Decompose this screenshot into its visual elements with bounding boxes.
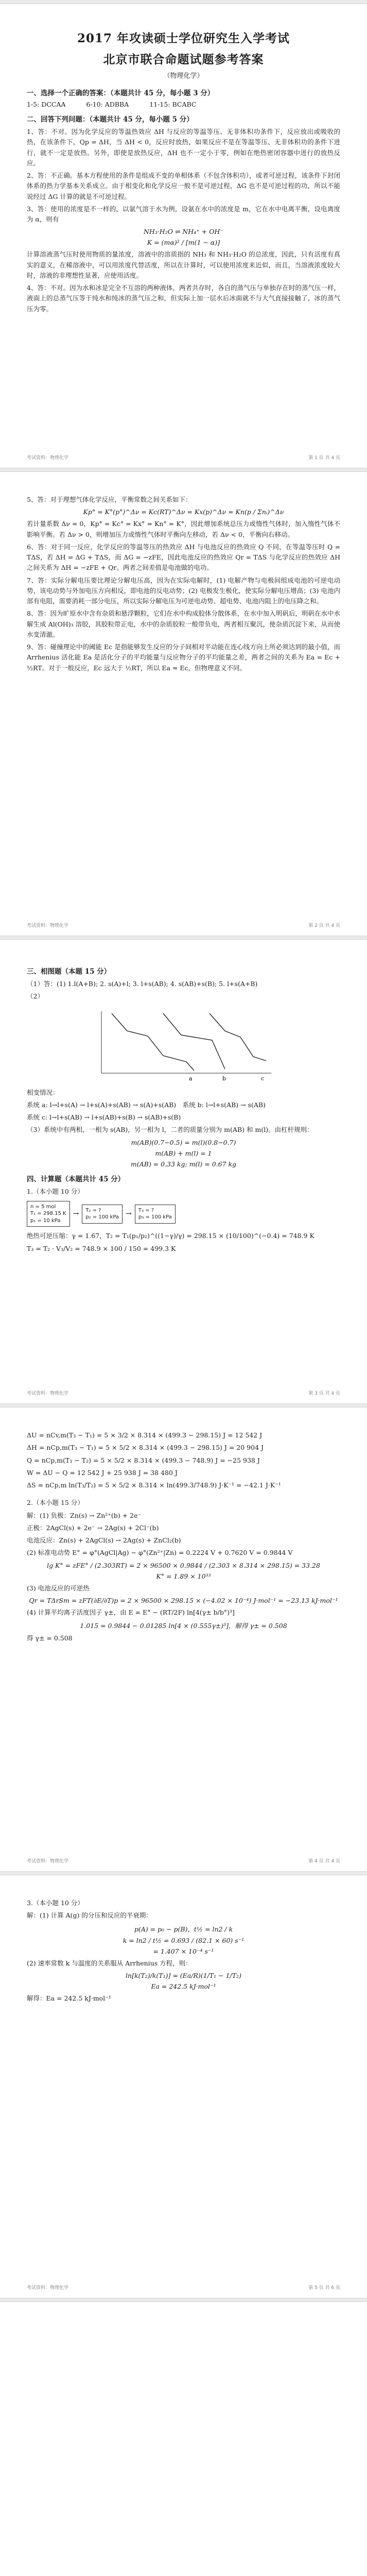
part1-answers <box>27 100 340 108</box>
page-1-footer <box>27 454 340 461</box>
page-3-footer <box>27 1389 340 1396</box>
page-1 <box>0 4 367 468</box>
state-2-box <box>82 1205 123 1224</box>
q3-rate-result: = 1.407 × 10⁻⁴ s⁻¹ <box>153 1947 214 1955</box>
exam-subject: （物理化学） <box>163 72 204 80</box>
lever-rule-text: （3）系统中有两相，一相为 s(AB)，另一相为 l，二者的质量分别为 m(AB) 和 m(l)。由杠杆规则： <box>27 1126 313 1134</box>
cooling-curve-b <box>163 1013 225 1069</box>
calc-du: ΔU = nCv,m(T₃ − T₁) = 5 × 3/2 × 8.314 × (499.3 − 298.15) J = 12 542 J <box>27 1431 263 1439</box>
q3-step-1: 解：(1) 计算 A(g) 的分压和反应的半衰期： <box>27 1911 152 1920</box>
page-2-content <box>27 493 340 911</box>
lever-result: m(AB) = 0.33 kg; m(l) = 0.67 kg <box>130 1160 237 1168</box>
state-3-box <box>135 1205 176 1224</box>
q3-answer-a: 3、答：使用的浓度是不一样的，以氨气溶于水为例，设氨在水中的浓度是 m，它在水中电离平衡，设电离度为 α，则有 <box>27 205 340 223</box>
page-5-content <box>27 1896 340 2273</box>
part1-heading: 一、选择一个正确的答案：（本题共计 45 分，每小题 3 分） <box>27 89 215 97</box>
page-5 <box>0 1875 367 2298</box>
q2-activity-title: (4) 计算平均离子活度因子 γ±，由 E = E° − (RT/2F) ln[4(γ± b/b°)³] <box>27 1608 235 1616</box>
lever-eq-1: m(AB)(0.7−0.5) = m(l)(0.8−0.7) <box>131 1138 236 1146</box>
page-4 <box>0 1408 367 1871</box>
part4-heading: 四、计算题（本题共计 45 分） <box>27 1175 125 1183</box>
calc-q2-heading: 2.（本小题 15 分） <box>27 1499 84 1507</box>
curve-label-a: a <box>188 1075 193 1082</box>
footer-source: 考试资料：物理化学 <box>27 2285 69 2291</box>
page-5-footer <box>27 2284 340 2291</box>
page-4-content <box>27 1428 340 1846</box>
q3-equation-1: NH₃·H₂O ⇌ NH₄⁺ + OH⁻ <box>143 228 224 236</box>
q2-reversible-heat: Qr = TΔrSm = zFT(∂E/∂T)p = 2 × 96500 × 298.15 × (−4.02 × 10⁻⁴) J·mol⁻¹ = −23.13 kJ·mol⁻¹ <box>29 1596 338 1604</box>
footer-source: 考试资料：物理化学 <box>27 1859 69 1864</box>
state-3-text: T₃ = ? p₃ = 100 kPa <box>138 1207 172 1220</box>
q2-cell-reaction: 电池反应：Zn(s) + 2AgCl(s) → 2Ag(s) + ZnCl₂(b) <box>27 1536 181 1544</box>
q2-lgk: lg K° = zFE° / (2.303RT) = 2 × 96500 × 0.9844 / (2.303 × 8.314 × 298.15) = 33.28 <box>47 1561 320 1569</box>
exam-subtitle: 北京市联合命题试题参考答案 <box>103 53 264 66</box>
calc-dh: ΔH = nCp,m(T₃ − T₁) = 5 × 5/2 × 8.314 × (499.3 − 298.15) J = 20 904 J <box>27 1444 264 1452</box>
q3-ea-result: 解得：Ea = 242.5 kJ·mol⁻¹ <box>27 1994 111 2002</box>
phase-change-c: 系统 c: l→l+s(AB) → l+s(AB)+s(B) → s(AB)+s(B) <box>27 1113 181 1121</box>
arrow-icon: → <box>73 1210 79 1218</box>
q6-answer: 6、答：对于同一反应，化学反应的等温等压的热效应 ΔH 与电池反应的热效应 Q 不同，在等温等压时 Q = TΔS，若 ΔH = ΔG + TΔS，而 ΔG = −zFE，因此电池反应的热效应 Qr = TΔS 与化学反应的热效应 ΔH 之间关系为 ΔH = −zFE + Qr。两者之间差值是电池做的电功。 <box>27 543 340 572</box>
page-3 <box>0 940 367 1403</box>
answer-group-3: 11-15: BCABC <box>149 100 197 108</box>
part3-heading: 三、相图题（本题 15 分） <box>27 968 111 976</box>
footer-source: 考试资料：物理化学 <box>27 1391 69 1396</box>
q3-answer-b: 计算溶液蒸气压时使用物质的量浓度，溶液中的溶质指的 NH₃ 和 NH₃·H₂O 的总浓度，因此，只有活度有真实的意义，在稀溶液中，可以用浓度代替活度，所以在计算时，可以使用浓度来近似，而且，当溶液浓度较大时，溶液的非理想性显著，应使用活度。 <box>27 250 340 279</box>
exam-title: 2017 年攻读硕士学位研究生入学考试 <box>77 31 290 45</box>
q3-pressure-eq: p(A) = p₀ − p(B)，t½ = ln2 / k <box>134 1925 233 1933</box>
answer-group-1: 1-5: DCCAA <box>27 100 66 108</box>
footer-source: 考试资料：物理化学 <box>27 923 69 928</box>
q3-equation-2: K = (mα)² / [m(1 − α)] <box>147 239 220 247</box>
answer-group-2: 6-10: ADBBA <box>86 100 129 108</box>
q2-standard-emf: (2) 标准电动势 E° = φ°(AgCl|Ag) − φ°(Zn²⁺|Zn) = 0.2224 V + 0.7620 V = 0.9844 V <box>27 1549 293 1557</box>
q5-equation: Kp° = K°(p°)^Δν = Kc(RT)^Δν = Kx(p)^Δν = Kn(p / Σnᵢ)^Δν <box>83 508 284 516</box>
calc-q3-heading: 3.（本小题 10 分） <box>27 1899 84 1907</box>
calc-q1-heading: 1.（本小题 10 分） <box>27 1187 84 1195</box>
q3-ea-value: Ea = 242.5 kJ·mol⁻¹ <box>151 1982 216 1990</box>
arrow-icon: → <box>126 1210 132 1218</box>
page-4-footer <box>27 1857 340 1864</box>
page-6 <box>0 2302 367 2576</box>
footer-page-number: 第 2 页 共 4 页 <box>308 923 340 928</box>
phase-change-ab: 系统 a: l→l+s(A) → l+s(A)+s(AB) → s(A)+s(AB) 系统 b: l→l+s(AB) → s(AB) <box>27 1100 266 1109</box>
footer-page-number: 第 4 页 共 4 页 <box>308 1859 340 1864</box>
calc-q: Q = nCp,m(T₃ − T₂) = 5 × 5/2 × 8.314 × (499.3 − 748.9) J = −25 938 J <box>27 1456 260 1464</box>
phase-change-heading: 相变情况： <box>27 1088 59 1096</box>
q3-step-2: (2) 速率常数 k 与温度的关系服从 Arrhenius 方程，则： <box>27 1959 192 1967</box>
q8-answer: 8、答：因为旷原水中含有杂质和悬浮颗粒，它们在水中构成胶体分散体系，在水中加入明矾后，明矾在水中水解生成 Al(OH)₃ 溶胶，其胶粒带正电，水中的杂质胶粒一般带负电，两者相互聚沉，使杂质沉淀下来，从而使水变清澈。 <box>27 609 340 638</box>
footer-page-number: 第 3 页 共 4 页 <box>308 1391 340 1396</box>
page-3-content <box>27 960 340 1379</box>
page-2-footer <box>27 922 340 928</box>
q3-rate-eq: k = ln2 / t½ = 0.693 / (82.1 × 60) s⁻¹ <box>123 1936 244 1944</box>
calc-ds: ΔS = nCp,m ln(T₃/T₂) = 5 × 5/2 × 8.314 × ln(499.3/748.9) J·K⁻¹ = −42.1 J·K⁻¹ <box>27 1481 281 1489</box>
calc-t2: 绝热可逆压缩：γ = 1.67，T₂ = T₁(p₁/p₂)^((1−γ)/γ) = 298.15 × (10/100)^(−0.4) = 748.9 K <box>27 1232 314 1240</box>
phase-answer-2: （2） <box>27 992 44 1001</box>
curve-label-c: c <box>260 1075 264 1082</box>
page-1-content <box>27 25 340 443</box>
q1-answer: 1、答：不对。因为化学反应的等温热效应 ΔH 与反应的等温等压、无非体积功条件下，反应放出或吸收的热，在该条件下，Qp = ΔH，当 ΔH < 0，反应时放热，如果反应不是在等温等压、无非体积功的条件下进行，就不一定是放热。另外，即使是放热反应，ΔH 也不一定小于零，例如在绝热密闭容器中进行的放热反应。 <box>27 128 340 167</box>
q4-answer: 4、答：不对。因为水和冰是完全不互溶的两种液体，两者共存时，各自的蒸气压与单独存在时的蒸气压一样，液面上的总蒸气压等于纯水和纯冰的蒸气压之和，但实际上加一层水后冰面就不与大气直接接触了，冰的蒸气压为零。 <box>27 284 340 313</box>
calc-w: W = ΔU − Q = 12 542 J + 25 938 J = 38 480 J <box>27 1468 178 1477</box>
part2-heading: 二、回答下列问题：（本题共计 45 分，每小题 5 分） <box>27 115 194 124</box>
q9-answer: 9、答：碰撞理论中的阈能 Ec 是指能够发生反应的分子间相对平动能在连心线方向上所必须达到的最小值，而 Arrhenius 活化能 Ea 是活化分子的平均能量与反应物分子的平均能量之差，两者之间的关系为 Ea = Ec + ½RT。对于一般反应，Ec 远大于 ½RT，所以 Ea ≈ Ec，但物理意义不同。 <box>27 643 340 672</box>
q2-reversible-heat-title: (3) 电池反应的可逆热 <box>27 1584 90 1592</box>
calc-t3: T₃ = T₂ · V₃/V₂ = 748.9 × 100 / 150 = 499.3 K <box>27 1244 176 1252</box>
cooling-curves-diagram <box>91 1006 276 1083</box>
q5-answer-b: 若计量系数 Δν = 0，Kp° = Kc° = Kx° = Kn° = K°，因此增加系统总压力或惰性气体时，加入惰性气体不影响平衡。若 Δν > 0，则增加压力或惰性气体时平衡向左移动，若 Δν < 0，平衡向右移动。 <box>27 520 340 538</box>
q5-answer-a: 5、答：对于理想气体化学反应，平衡常数之间关系如下： <box>27 496 192 503</box>
footer-page-number: 第 1 页 共 4 页 <box>308 455 340 461</box>
footer-source: 考试资料：物理化学 <box>27 455 69 461</box>
q2-answer: 2、答：不正确。基本方程使用的条件是组成不变的单相体系（不包含体积功），或者可逆过程，该条件下封闭体系的热力学基本关系成立。由于相变化和化学反应一般不是可逆过程，ΔG 也不是可逆过程的功，所以不能说经过 ΔG 计算的就是不可逆过程。 <box>27 172 340 200</box>
process-flow <box>27 1201 340 1227</box>
q2-cathode: 正极：2AgCl(s) + 2e⁻ → 2Ag(s) + 2Cl⁻(b) <box>27 1523 159 1532</box>
q2-activity-result: 得 γ± = 0.508 <box>27 1634 73 1642</box>
lever-eq-2: m(AB) + m(l) = 1 <box>155 1149 212 1157</box>
footer-page-number: 第 5 页 共 6 页 <box>308 2285 340 2291</box>
phase-answer-1: （1）答：(1) 1.l(A+B); 2. s(A)+l; 3. l+s(AB); 4. s(AB)+s(B); 5. l+s(A+B) <box>27 980 258 988</box>
q7-answer: 7、答：实际分解电压要比理论分解电压高，因为在实际电解时，(1) 电解产物与电极间组成电池的可逆电动势，该电动势与外加电压方向相反，即电池的反电动势；(2) 电极发生极化，使实际分解电压增高；(3) 电池内部有电阻，需要消耗一部分电压，所以实际分解电压为可逆电动势、超电势、电池内阻上的电压降之和。 <box>27 576 340 605</box>
q2-anode: 解：(1) 负极：Zn(s) → Zn²⁺(b) + 2e⁻ <box>27 1511 141 1519</box>
state-1-box <box>27 1201 70 1227</box>
q2-k: K° = 1.89 × 10³³ <box>156 1572 211 1580</box>
q3-arrhenius-eq: ln[k(T₂)/k(T₁)] = (Ea/R)(1/T₁ − 1/T₂) <box>126 1971 241 1979</box>
q2-activity-eq: 1.015 = 0.9844 − 0.01285 ln[4 × (0.555γ±)³]，解得 γ± = 0.508 <box>80 1622 287 1630</box>
cooling-curve-a <box>112 1013 194 1071</box>
state-1-text: n = 5 mol T₁ = 298.15 K p₁ = 10 kPa <box>30 1204 66 1224</box>
curve-label-b: b <box>222 1075 226 1082</box>
page-2 <box>0 472 367 936</box>
state-2-text: T₂ = ? p₂ = 100 kPa <box>85 1207 119 1220</box>
